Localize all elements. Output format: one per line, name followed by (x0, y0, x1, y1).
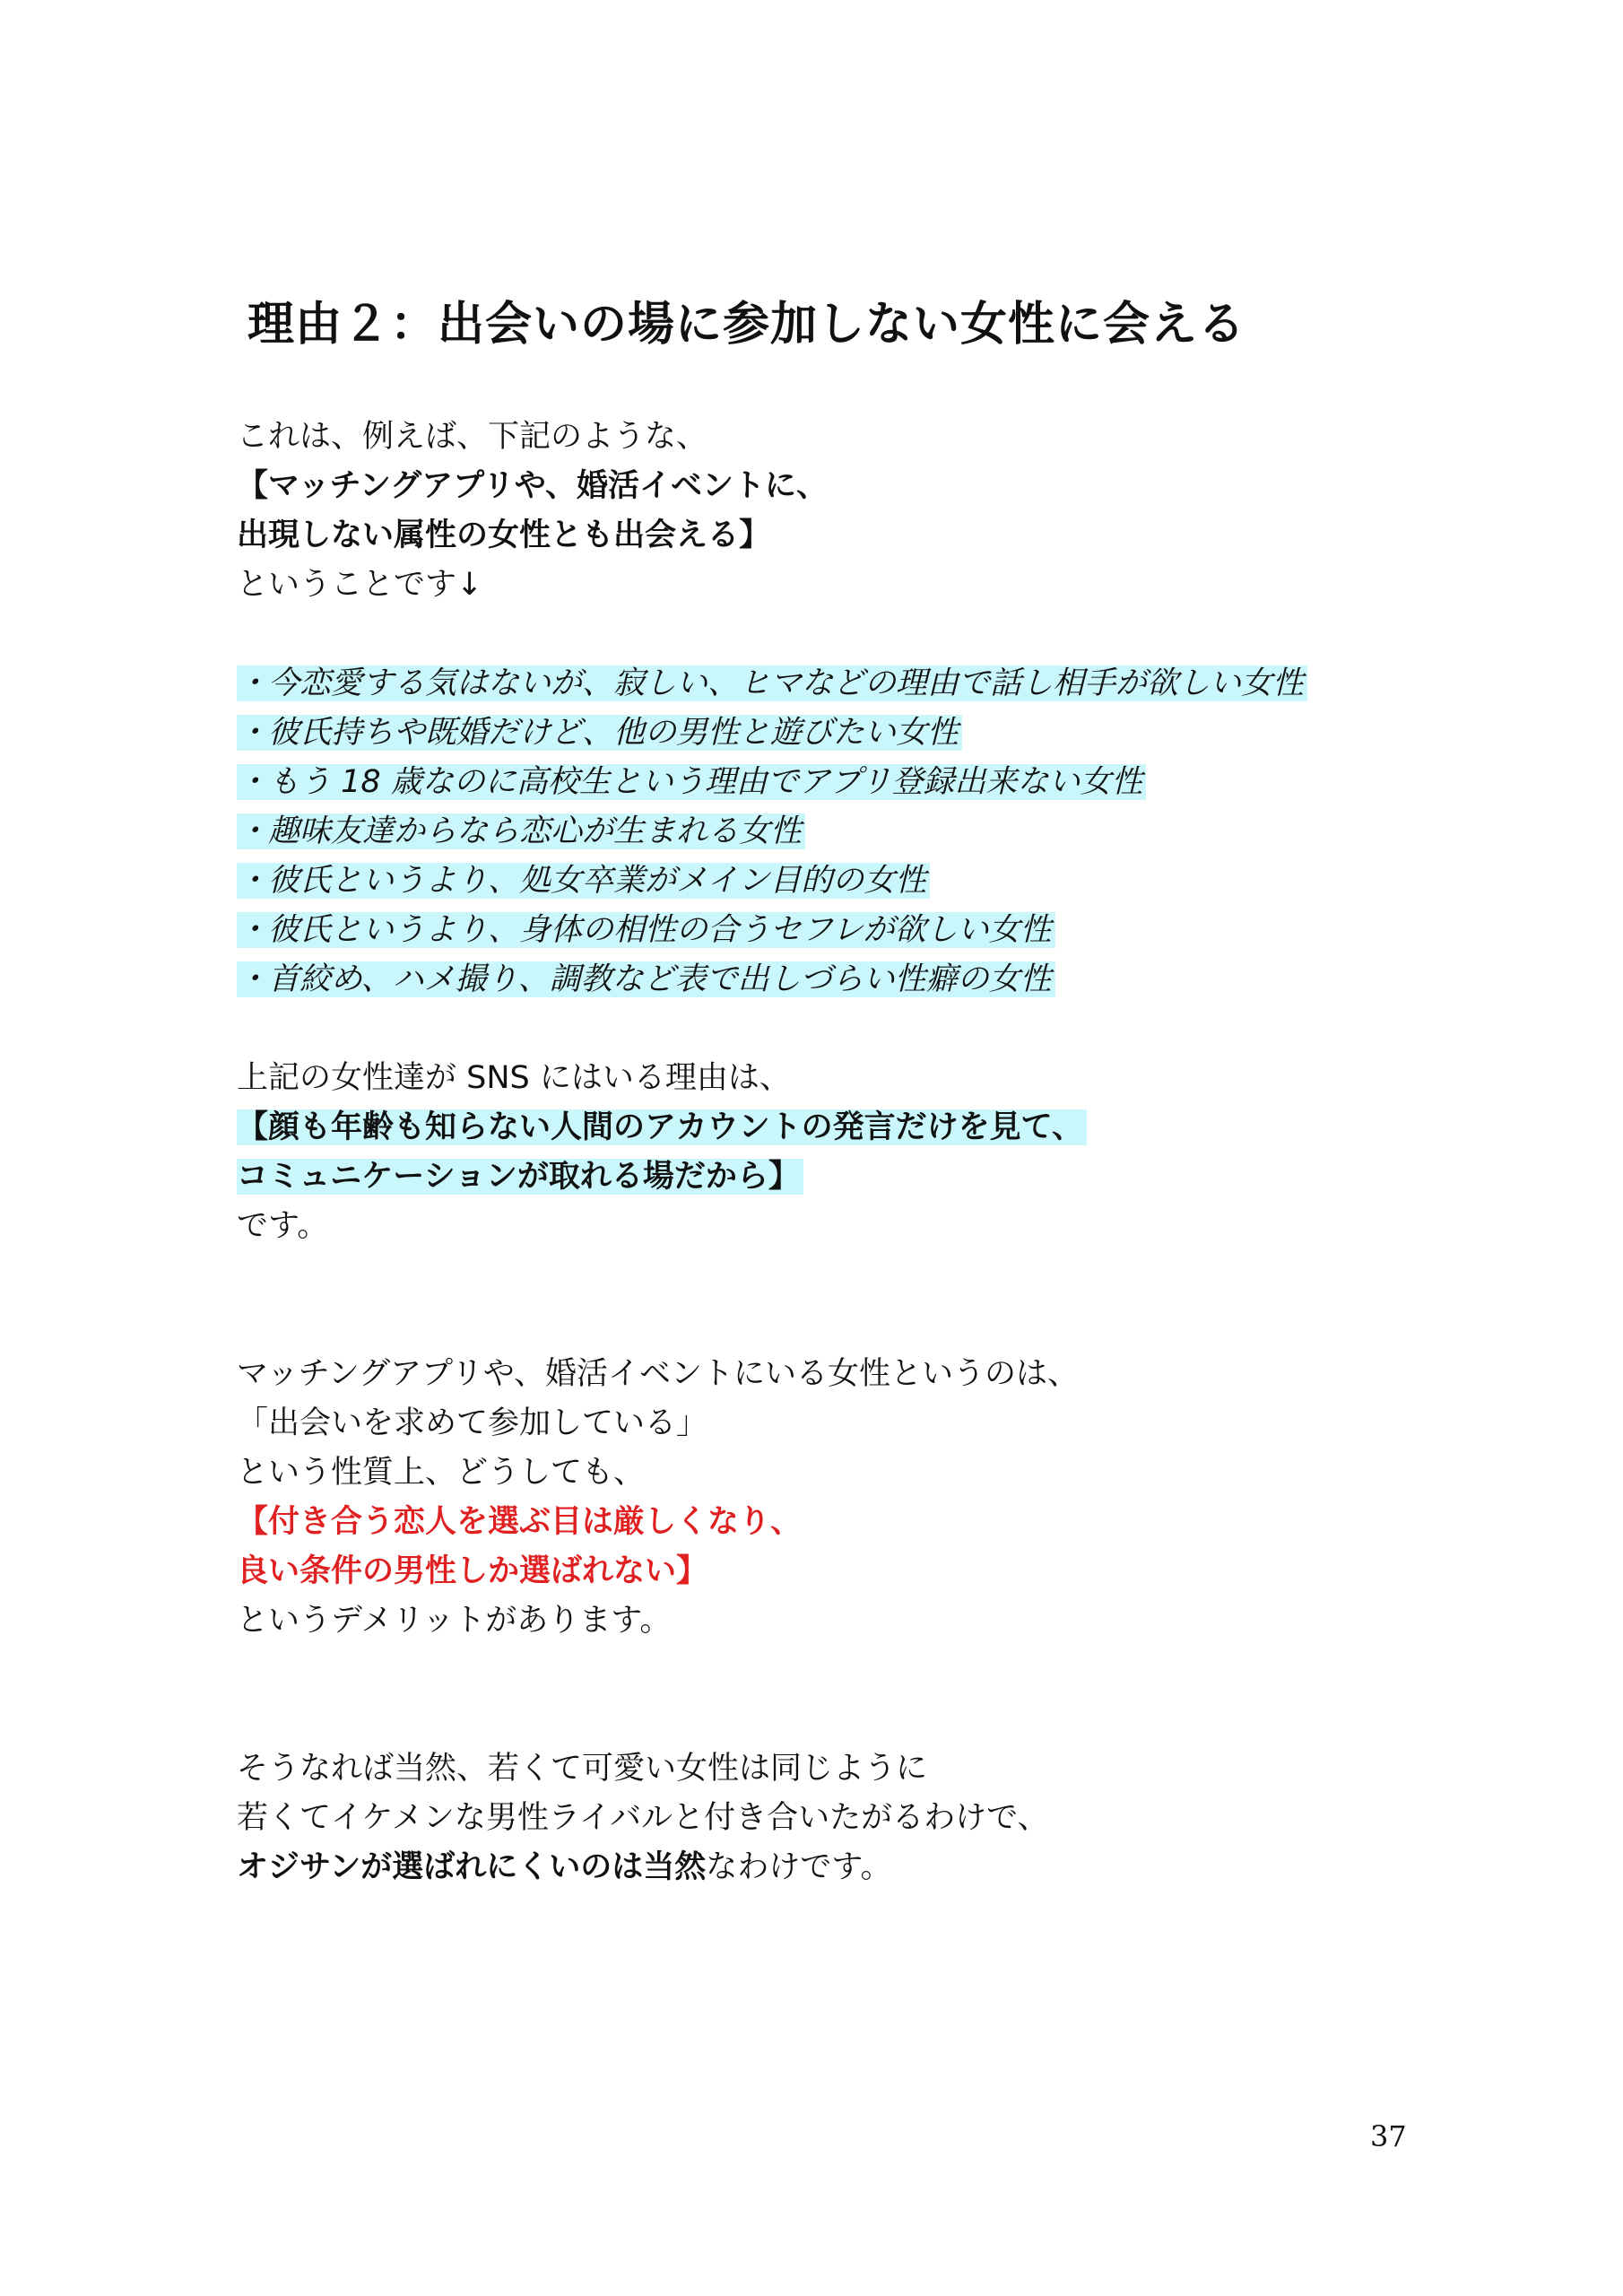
reason-emphasis-line: 【顔も年齢も知らない人間のアカウントの発言だけを見て、 (237, 1109, 1087, 1145)
conclusion-line: 若くてイケメンな男性ライバルと付き合いたがるわけで、 (237, 1800, 1049, 1836)
demerit-paragraph (237, 1350, 1402, 1646)
conclusion-bold-text: オジサンが選ばれにくいのは (237, 1849, 644, 1885)
list-item: ・今恋愛する気はないが、寂しい、ヒマなどの理由で話し相手が欲しい女性 (237, 665, 1307, 701)
list-item: ・首絞め、ハメ撮り、調教など表で出しづらい性癖の女性 (237, 961, 1055, 997)
demerit-line: というデメリットがあります。 (237, 1603, 672, 1639)
conclusion-line (237, 1843, 1402, 1892)
demerit-red-emphasis-line: 良い条件の男性しか選ばれない】 (237, 1553, 708, 1589)
page-number: 37 (1370, 2119, 1407, 2153)
document-body (237, 413, 1402, 1892)
list-item: ・趣味友達からなら恋心が生まれる女性 (237, 813, 805, 849)
reason-line: です。 (237, 1208, 329, 1244)
list-item: ・彼氏というより、処女卒業がメイン目的の女性 (237, 863, 930, 899)
demerit-line: という性質上、どうしても、 (237, 1455, 646, 1491)
section-title: 理由２：出会いの場に参加しない女性に会える (247, 298, 1246, 352)
reason-line: 上記の女性達が SNS にはいる理由は、 (237, 1060, 791, 1096)
conclusion-paragraph (237, 1744, 1402, 1892)
intro-emphasis-line: 出現しない属性の女性とも出会える】 (237, 517, 771, 553)
demerit-line: マッチングアプリや、婚活イベントにいる女性というのは、 (237, 1356, 1080, 1392)
conclusion-tail-text: なわけです。 (706, 1849, 892, 1885)
intro-line: ということです↓ (237, 567, 483, 603)
conclusion-line: そうなれば当然、若くて可愛い女性は同じように (237, 1751, 928, 1787)
list-item: ・彼氏というより、身体の相性の合うセフレが欲しい女性 (237, 912, 1055, 948)
conclusion-bold-text: 当然 (643, 1849, 707, 1885)
list-item: ・もう 18 歳なのに高校生という理由でアプリ登録出来ない女性 (237, 764, 1146, 800)
reason-emphasis-line: コミュニケーションが取れる場だから】 (237, 1159, 803, 1195)
women-types-list (237, 659, 1402, 1004)
reason-paragraph (237, 1054, 1402, 1251)
intro-line: これは、例えば、下記のような、 (237, 419, 708, 455)
demerit-line: 「出会いを求めて参加している」 (237, 1405, 708, 1441)
list-item: ・彼氏持ちや既婚だけど、他の男性と遊びたい女性 (237, 715, 962, 751)
intro-emphasis-line: 【マッチングアプリや、婚活イベントに、 (237, 468, 829, 504)
intro-paragraph (237, 413, 1402, 610)
demerit-red-emphasis-line: 【付き合う恋人を選ぶ目は厳しくなり、 (237, 1504, 803, 1540)
